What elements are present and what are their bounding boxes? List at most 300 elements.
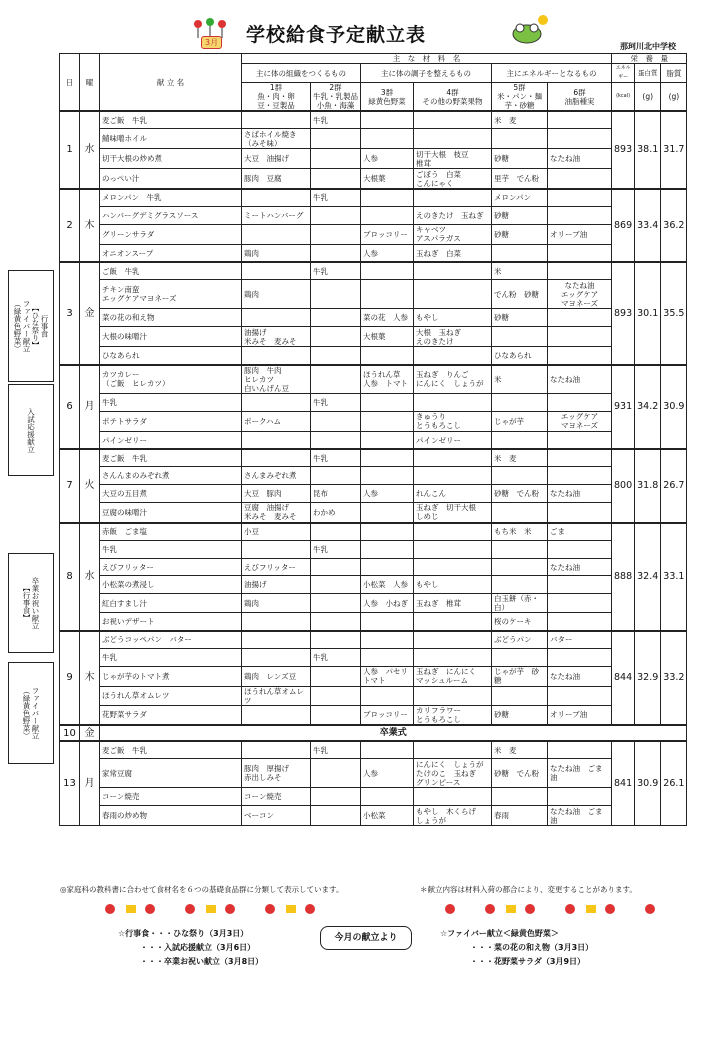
ingredient-g3: 大根葉: [361, 327, 414, 347]
ingredient-g5: [492, 327, 548, 347]
ingredient-g4: カリフラワー とうもろこし: [414, 705, 492, 725]
ingredient-g3: [361, 503, 414, 523]
nutrition-energy: 844: [612, 631, 635, 726]
ingredient-g5: 砂糖 でん粉: [492, 759, 548, 788]
ingredient-g3: [361, 431, 414, 449]
ingredient-g5: [492, 576, 548, 594]
ingredient-g1: [242, 431, 311, 449]
ingredient-g4: [414, 111, 492, 129]
ingredient-g4: [414, 394, 492, 412]
ingredient-g5: もち米 米: [492, 523, 548, 541]
menu-row: [60, 347, 687, 365]
ingredient-g5: [492, 503, 548, 523]
event-label-hinamatsuri: 行事食 【ひな祭り】 ファイバー献立 （緑黄色野菜）: [8, 270, 54, 382]
ingredient-g6: エッグケア マヨネーズ: [548, 411, 612, 431]
ingredient-g2: [311, 431, 361, 449]
ingredient-g4: [414, 129, 492, 149]
ingredient-g4: パインゼリー: [414, 431, 492, 449]
col-day: 日: [60, 54, 80, 112]
ingredient-g3: ブロッコリー: [361, 705, 414, 725]
dish-name: 牛乳: [100, 540, 242, 558]
ingredient-g1: コーン焼売: [242, 788, 311, 806]
ingredient-g5: [492, 686, 548, 705]
ingredient-g4: [414, 686, 492, 705]
day-number: 10: [60, 725, 80, 741]
ingredient-g2: [311, 631, 361, 649]
ingredient-g4: [414, 523, 492, 541]
ingredient-g4: にんにく しょうが たけのこ 玉ねぎ グリンピース: [414, 759, 492, 788]
ingredient-g5: 砂糖: [492, 224, 548, 244]
ingredient-g4: 玉ねぎ 切干大根 しめじ: [414, 503, 492, 523]
ingredient-g1: さんまみぞれ煮: [242, 467, 311, 485]
ingredient-g5: [492, 788, 548, 806]
ingredient-g1: 油揚げ: [242, 576, 311, 594]
ingredient-g6: [548, 648, 612, 666]
ingredient-g3: [361, 540, 414, 558]
menu-row: [60, 631, 687, 649]
menu-row: [60, 224, 687, 244]
menu-row: [60, 449, 687, 467]
ingredient-g3: [361, 411, 414, 431]
ingredient-g4: [414, 449, 492, 467]
highlight-fiber-1: ☆ファイバー献立＜緑黄色野菜＞: [440, 929, 559, 938]
nutrition-protein: 34.2: [635, 365, 661, 450]
ingredient-g2: [311, 686, 361, 705]
nutrition-fat: 26.1: [661, 741, 687, 826]
dish-name: ほうれん草オムレツ: [100, 686, 242, 705]
ingredient-g5: 里芋 でん粉: [492, 169, 548, 189]
ingredient-g5: [492, 244, 548, 262]
dish-name: グリーンサラダ: [100, 224, 242, 244]
ingredient-g3: [361, 449, 414, 467]
nutrition-energy: 893: [612, 111, 635, 189]
col-g5: 5群 米・パン・麺 芋・砂糖: [492, 83, 548, 112]
ingredient-g1: [242, 631, 311, 649]
menu-row: [60, 613, 687, 631]
menu-row: [60, 705, 687, 725]
col-g3: 3群 緑黄色野菜: [361, 83, 414, 112]
menu-row: [60, 540, 687, 558]
ingredient-g6: [548, 394, 612, 412]
ingredient-g6: [548, 540, 612, 558]
menu-row: [60, 365, 687, 394]
ingredient-g3: 人参: [361, 244, 414, 262]
ingredient-g6: バター: [548, 631, 612, 649]
menu-row: [60, 594, 687, 613]
menu-row: [60, 262, 687, 280]
ingredient-g6: [548, 686, 612, 705]
ingredient-g4: 玉ねぎ りんご にんにく しょうが: [414, 365, 492, 394]
dish-name: オニオンスープ: [100, 244, 242, 262]
menu-row: [60, 806, 687, 826]
col-body-build: 主に体の組織をつくるもの: [242, 64, 361, 83]
ingredient-g4: 切干大根 枝豆 椎茸: [414, 149, 492, 169]
ingredient-g5: [492, 648, 548, 666]
ingredient-g1: 鶏肉: [242, 244, 311, 262]
col-protein: 蛋白質: [635, 64, 661, 83]
nutrition-protein: 32.9: [635, 631, 661, 726]
ingredient-g3: [361, 111, 414, 129]
ingredient-g1: 鶏肉: [242, 594, 311, 613]
ingredient-g2: [311, 411, 361, 431]
menu-row: [60, 111, 687, 129]
menu-row: [60, 576, 687, 594]
col-energy-source: 主にエネルギーとなるもの: [492, 64, 612, 83]
event-label-fiber: ファイバー献立 （緑黄色野菜）: [8, 662, 54, 764]
menu-row: [60, 431, 687, 449]
ingredient-g2: 牛乳: [311, 189, 361, 207]
ingredient-g2: 牛乳: [311, 449, 361, 467]
dish-name: 赤飯 ごま塩: [100, 523, 242, 541]
nutrition-energy: 869: [612, 189, 635, 262]
day-number: 9: [60, 631, 80, 726]
ingredient-g1: 豚肉 牛肉 ヒレカツ 白いんげん豆: [242, 365, 311, 394]
ingredient-g3: 小松菜: [361, 806, 414, 826]
dish-name: 家常豆腐: [100, 759, 242, 788]
dish-name: お祝いデザート: [100, 613, 242, 631]
col-g1: 1群 魚・肉・卵 豆・豆製品: [242, 83, 311, 112]
ingredient-g6: [548, 431, 612, 449]
weekday: 火: [80, 449, 100, 522]
ingredient-g2: [311, 327, 361, 347]
ingredient-g6: なたね油: [548, 365, 612, 394]
ingredient-g4: えのきたけ 玉ねぎ: [414, 207, 492, 225]
ingredient-g4: れんこん: [414, 485, 492, 503]
dish-name: メロンパン 牛乳: [100, 189, 242, 207]
ingredient-g2: [311, 558, 361, 576]
nutrition-energy: 893: [612, 262, 635, 364]
ingredient-g2: [311, 309, 361, 327]
ingredient-g3: [361, 613, 414, 631]
menu-row: [60, 686, 687, 705]
ingredient-g6: [548, 111, 612, 129]
col-nutrition: 栄 養 量: [612, 54, 687, 64]
weekday: 金: [80, 262, 100, 364]
ingredient-g1: 鶏肉: [242, 280, 311, 309]
ingredient-g6: [548, 741, 612, 759]
dish-name: パインゼリー: [100, 431, 242, 449]
ingredient-g4: [414, 189, 492, 207]
menu-body: [60, 111, 687, 826]
ingredient-g4: [414, 347, 492, 365]
nutrition-fat: 33.1: [661, 523, 687, 631]
ingredient-g2: [311, 666, 361, 686]
menu-row: [60, 327, 687, 347]
highlight-fiber-2: ・・・菜の花の和え物（3月3日）: [470, 943, 594, 952]
dish-name: さんんまのみぞれ煮: [100, 467, 242, 485]
dish-name: えびフリッター: [100, 558, 242, 576]
ingredient-g3: 菜の花 人参: [361, 309, 414, 327]
unit-fat: (g): [661, 83, 687, 112]
ingredient-g6: オリーブ油: [548, 224, 612, 244]
ingredient-g2: [311, 759, 361, 788]
ingredient-g3: [361, 523, 414, 541]
ingredient-g4: もやし: [414, 309, 492, 327]
menu-row: [60, 523, 687, 541]
ingredient-g6: [548, 169, 612, 189]
ingredient-g1: [242, 394, 311, 412]
ingredient-g4: [414, 540, 492, 558]
ingredient-g1: 豚肉 豆腐: [242, 169, 311, 189]
ingredient-g3: [361, 558, 414, 576]
dish-name: ハンバーグデミグラスソース: [100, 207, 242, 225]
weekday: 木: [80, 631, 100, 726]
dish-name: 春雨の炒め物: [100, 806, 242, 826]
ingredient-g1: [242, 347, 311, 365]
nutrition-energy: 800: [612, 449, 635, 522]
ingredient-g1: [242, 540, 311, 558]
menu-row: [60, 759, 687, 788]
menu-row: [60, 309, 687, 327]
ingredient-g4: ごぼう 白菜 こんにゃく: [414, 169, 492, 189]
event-label-exam: 入試応援献立: [8, 384, 54, 476]
dish-name: 菜の花の和え物: [100, 309, 242, 327]
weekday: 月: [80, 741, 100, 826]
ingredient-g1: [242, 224, 311, 244]
dish-name: 切干大根の炒め煮: [100, 149, 242, 169]
ingredient-g1: [242, 189, 311, 207]
ingredient-g6: [548, 594, 612, 613]
dish-name: じゃが芋のトマト煮: [100, 666, 242, 686]
ingredient-g5: 砂糖: [492, 705, 548, 725]
ingredient-g1: ほうれん草オムレツ: [242, 686, 311, 705]
nutrition-protein: 32.4: [635, 523, 661, 631]
highlight-event-2: ・・・入試応援献立（3月6日）: [140, 943, 256, 952]
col-g6: 6群 油脂種実: [548, 83, 612, 112]
ingredient-g2: [311, 365, 361, 394]
ingredient-g2: 牛乳: [311, 741, 361, 759]
ingredient-g3: 人参: [361, 759, 414, 788]
ingredient-g6: オリーブ油: [548, 705, 612, 725]
nutrition-protein: 30.9: [635, 741, 661, 826]
menu-row: [60, 280, 687, 309]
ingredient-g2: [311, 207, 361, 225]
day-number: 1: [60, 111, 80, 189]
ingredient-g1: [242, 262, 311, 280]
ingredient-g1: ベーコン: [242, 806, 311, 826]
ingredient-g1: ミートハンバーグ: [242, 207, 311, 225]
ingredient-g5: 米: [492, 262, 548, 280]
ingredient-g2: [311, 576, 361, 594]
ingredient-g5: 砂糖: [492, 207, 548, 225]
menu-row: [60, 741, 687, 759]
dish-name: のっぺい汁: [100, 169, 242, 189]
ingredient-g6: [548, 262, 612, 280]
ingredient-g5: 米: [492, 365, 548, 394]
ingredient-g3: [361, 189, 414, 207]
weekday: 水: [80, 111, 100, 189]
ingredient-g6: [548, 244, 612, 262]
nutrition-fat: 31.7: [661, 111, 687, 189]
ingredient-g1: ポークハム: [242, 411, 311, 431]
ingredient-g4: [414, 262, 492, 280]
ingredient-g5: [492, 129, 548, 149]
menu-table: [59, 53, 687, 826]
nutrition-energy: 931: [612, 365, 635, 450]
ingredient-g6: [548, 309, 612, 327]
ingredient-g6: なたね油: [548, 558, 612, 576]
menu-row: [60, 788, 687, 806]
ingredient-g3: [361, 631, 414, 649]
footnote-classification: ◎家庭科の教科書に合わせて食材名を６つの基礎食品群に分類して表示しています。: [60, 885, 344, 894]
ingredient-g6: [548, 327, 612, 347]
day-number: 13: [60, 741, 80, 826]
ingredient-g1: えびフリッター: [242, 558, 311, 576]
dish-name: 大根の味噌汁: [100, 327, 242, 347]
ingredient-g6: ごま: [548, 523, 612, 541]
ingredient-g5: [492, 431, 548, 449]
month-badge: 3月: [201, 36, 222, 49]
ingredient-g5: 米 麦: [492, 449, 548, 467]
ingredient-g2: [311, 806, 361, 826]
ingredient-g2: [311, 129, 361, 149]
highlight-event-1: ☆行事食・・・ひな祭り（3月3日）: [118, 929, 249, 938]
ingredient-g1: 大豆 油揚げ: [242, 149, 311, 169]
ingredient-g4: もやし: [414, 576, 492, 594]
ingredient-g1: [242, 309, 311, 327]
col-ingredients: 主 な 材 料 名: [242, 54, 612, 64]
unit-energy: (kcal): [612, 83, 635, 112]
ingredient-g2: [311, 788, 361, 806]
nutrition-fat: 36.2: [661, 189, 687, 262]
ingredient-g4: [414, 741, 492, 759]
ingredient-g3: 人参: [361, 149, 414, 169]
menu-row: [60, 129, 687, 149]
ingredient-g3: 大根葉: [361, 169, 414, 189]
menu-row: [60, 149, 687, 169]
ingredient-g2: [311, 280, 361, 309]
weekday: 水: [80, 523, 100, 631]
page-title: 学校給食予定献立表: [246, 24, 427, 46]
dish-name: チキン南蛮 エッグケアマヨネーズ: [100, 280, 242, 309]
page-header: [0, 0, 720, 52]
ingredient-g2: [311, 149, 361, 169]
ingredient-g3: ほうれん草 人参 トマト: [361, 365, 414, 394]
ingredient-g6: [548, 347, 612, 365]
ingredient-g2: [311, 523, 361, 541]
ingredient-g5: ぶどうパン: [492, 631, 548, 649]
nutrition-energy: 888: [612, 523, 635, 631]
col-body-condition: 主に体の調子を整えるもの: [361, 64, 492, 83]
col-menu: 献 立 名: [100, 54, 242, 112]
menu-row: [60, 558, 687, 576]
dish-name: 花野菜サラダ: [100, 705, 242, 725]
ingredient-g2: [311, 244, 361, 262]
ingredient-g3: [361, 741, 414, 759]
ingredient-g6: なたね油 エッグケア マヨネーズ: [548, 280, 612, 309]
event-labels: [6, 0, 56, 1040]
weekday: 木: [80, 189, 100, 262]
day-number: 7: [60, 449, 80, 522]
ingredient-g6: なたね油: [548, 149, 612, 169]
ingredient-g2: [311, 705, 361, 725]
ingredient-g5: [492, 558, 548, 576]
ingredient-g6: [548, 467, 612, 485]
ingredient-g3: [361, 788, 414, 806]
ingredient-g5: 砂糖 でん粉: [492, 485, 548, 503]
ingredient-g3: [361, 648, 414, 666]
special-event: 卒業式: [100, 725, 687, 741]
ingredient-g1: [242, 449, 311, 467]
ingredient-g6: なたね油 ごま油: [548, 759, 612, 788]
monthly-box-label: 今月の献立より: [320, 926, 412, 950]
dish-name: 麦ご飯 牛乳: [100, 111, 242, 129]
menu-row: [60, 189, 687, 207]
menu-row: [60, 648, 687, 666]
dish-name: コーン焼売: [100, 788, 242, 806]
ingredient-g6: [548, 129, 612, 149]
unit-protein: (g): [635, 83, 661, 112]
ingredient-g2: わかめ: [311, 503, 361, 523]
ingredient-g2: [311, 594, 361, 613]
ingredient-g5: 砂糖: [492, 309, 548, 327]
nutrition-protein: 33.4: [635, 189, 661, 262]
ingredient-g2: [311, 224, 361, 244]
ingredient-g3: [361, 347, 414, 365]
ingredient-g5: 米 麦: [492, 741, 548, 759]
ingredient-g4: [414, 613, 492, 631]
ingredient-g2: 昆布: [311, 485, 361, 503]
ingredient-g3: [361, 467, 414, 485]
ingredient-g4: 玉ねぎ 白菜: [414, 244, 492, 262]
menu-row: [60, 244, 687, 262]
day-number: 2: [60, 189, 80, 262]
ingredient-g6: [548, 576, 612, 594]
ingredient-g1: 豆腐 油揚げ 米みそ 麦みそ: [242, 503, 311, 523]
menu-row: [60, 207, 687, 225]
ingredient-g3: 人参 小ねぎ: [361, 594, 414, 613]
ingredient-g4: 玉ねぎ にんにく マッシュルーム: [414, 666, 492, 686]
ingredient-g1: [242, 111, 311, 129]
ingredient-g1: [242, 705, 311, 725]
ingredient-g5: 砂糖: [492, 149, 548, 169]
ingredient-g3: ブロッコリー: [361, 224, 414, 244]
highlight-fiber-3: ・・・花野菜サラダ（3月9日）: [470, 957, 586, 966]
nutrition-fat: 26.7: [661, 449, 687, 522]
ingredient-g1: 小豆: [242, 523, 311, 541]
ingredient-g4: [414, 648, 492, 666]
weekday: 金: [80, 725, 100, 741]
ingredient-g3: 小松菜 人参: [361, 576, 414, 594]
dish-name: ご飯 牛乳: [100, 262, 242, 280]
ingredient-g4: [414, 280, 492, 309]
ingredient-g6: [548, 503, 612, 523]
ingredient-g1: さばホイル焼き （みそ味）: [242, 129, 311, 149]
col-fat: 脂質: [661, 64, 687, 83]
event-label-graduation: 卒業お祝い献立 【行事食】: [8, 553, 54, 653]
ingredient-g6: なたね油: [548, 666, 612, 686]
ingredient-g5: 春雨: [492, 806, 548, 826]
nutrition-protein: 38.1: [635, 111, 661, 189]
dish-name: 牛乳: [100, 394, 242, 412]
dish-name: 豆腐の味噌汁: [100, 503, 242, 523]
day-number: 6: [60, 365, 80, 450]
menu-row-special: [60, 725, 687, 741]
ingredient-g5: でん粉 砂糖: [492, 280, 548, 309]
school-name: 那珂川北中学校: [620, 42, 676, 51]
ingredient-g2: [311, 347, 361, 365]
frog-mascot-icon: [505, 14, 550, 44]
ingredient-g3: [361, 280, 414, 309]
footnote-change-notice: ＊献立内容は材料入荷の都合により、変更することがあります。: [420, 885, 637, 894]
ingredient-g1: [242, 741, 311, 759]
ingredient-g3: 人参: [361, 485, 414, 503]
ingredient-g2: 牛乳: [311, 394, 361, 412]
col-g2: 2群 牛乳・乳製品 小魚・海藻: [311, 83, 361, 112]
highlight-event-3: ・・・卒業お祝い献立（3月8日）: [140, 957, 264, 966]
ingredient-g1: [242, 613, 311, 631]
ingredient-g2: [311, 467, 361, 485]
